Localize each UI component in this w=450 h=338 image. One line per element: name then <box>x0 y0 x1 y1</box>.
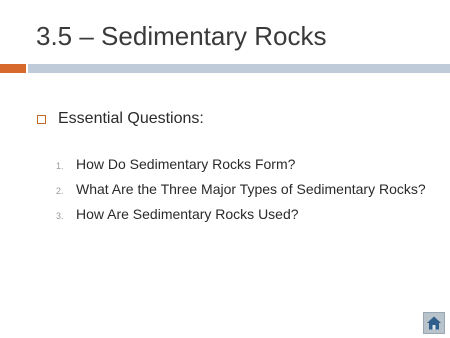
list-item <box>56 156 426 181</box>
slide-title: 3.5 – Sedimentary Rocks <box>36 21 327 51</box>
list-item-text: What Are the Three Major Types of Sedimentary Rocks? <box>76 181 426 197</box>
home-button[interactable] <box>423 312 445 334</box>
bullet-text: Essential Questions: <box>58 110 204 127</box>
list-item-number: 2. <box>56 186 64 196</box>
list-item-text: How Do Sedimentary Rocks Form? <box>76 156 296 172</box>
essential-questions-bullet <box>37 110 204 128</box>
list-item-text: How Are Sedimentary Rocks Used? <box>76 206 299 222</box>
questions-list <box>56 156 426 231</box>
list-item-number: 1. <box>56 161 64 171</box>
list-item <box>56 206 426 231</box>
list-item <box>56 181 426 206</box>
title-rule-accent <box>0 64 26 73</box>
home-icon <box>426 315 442 331</box>
hollow-square-bullet-icon <box>37 115 46 124</box>
title-rule-bar <box>28 64 450 73</box>
list-item-number: 3. <box>56 211 64 221</box>
